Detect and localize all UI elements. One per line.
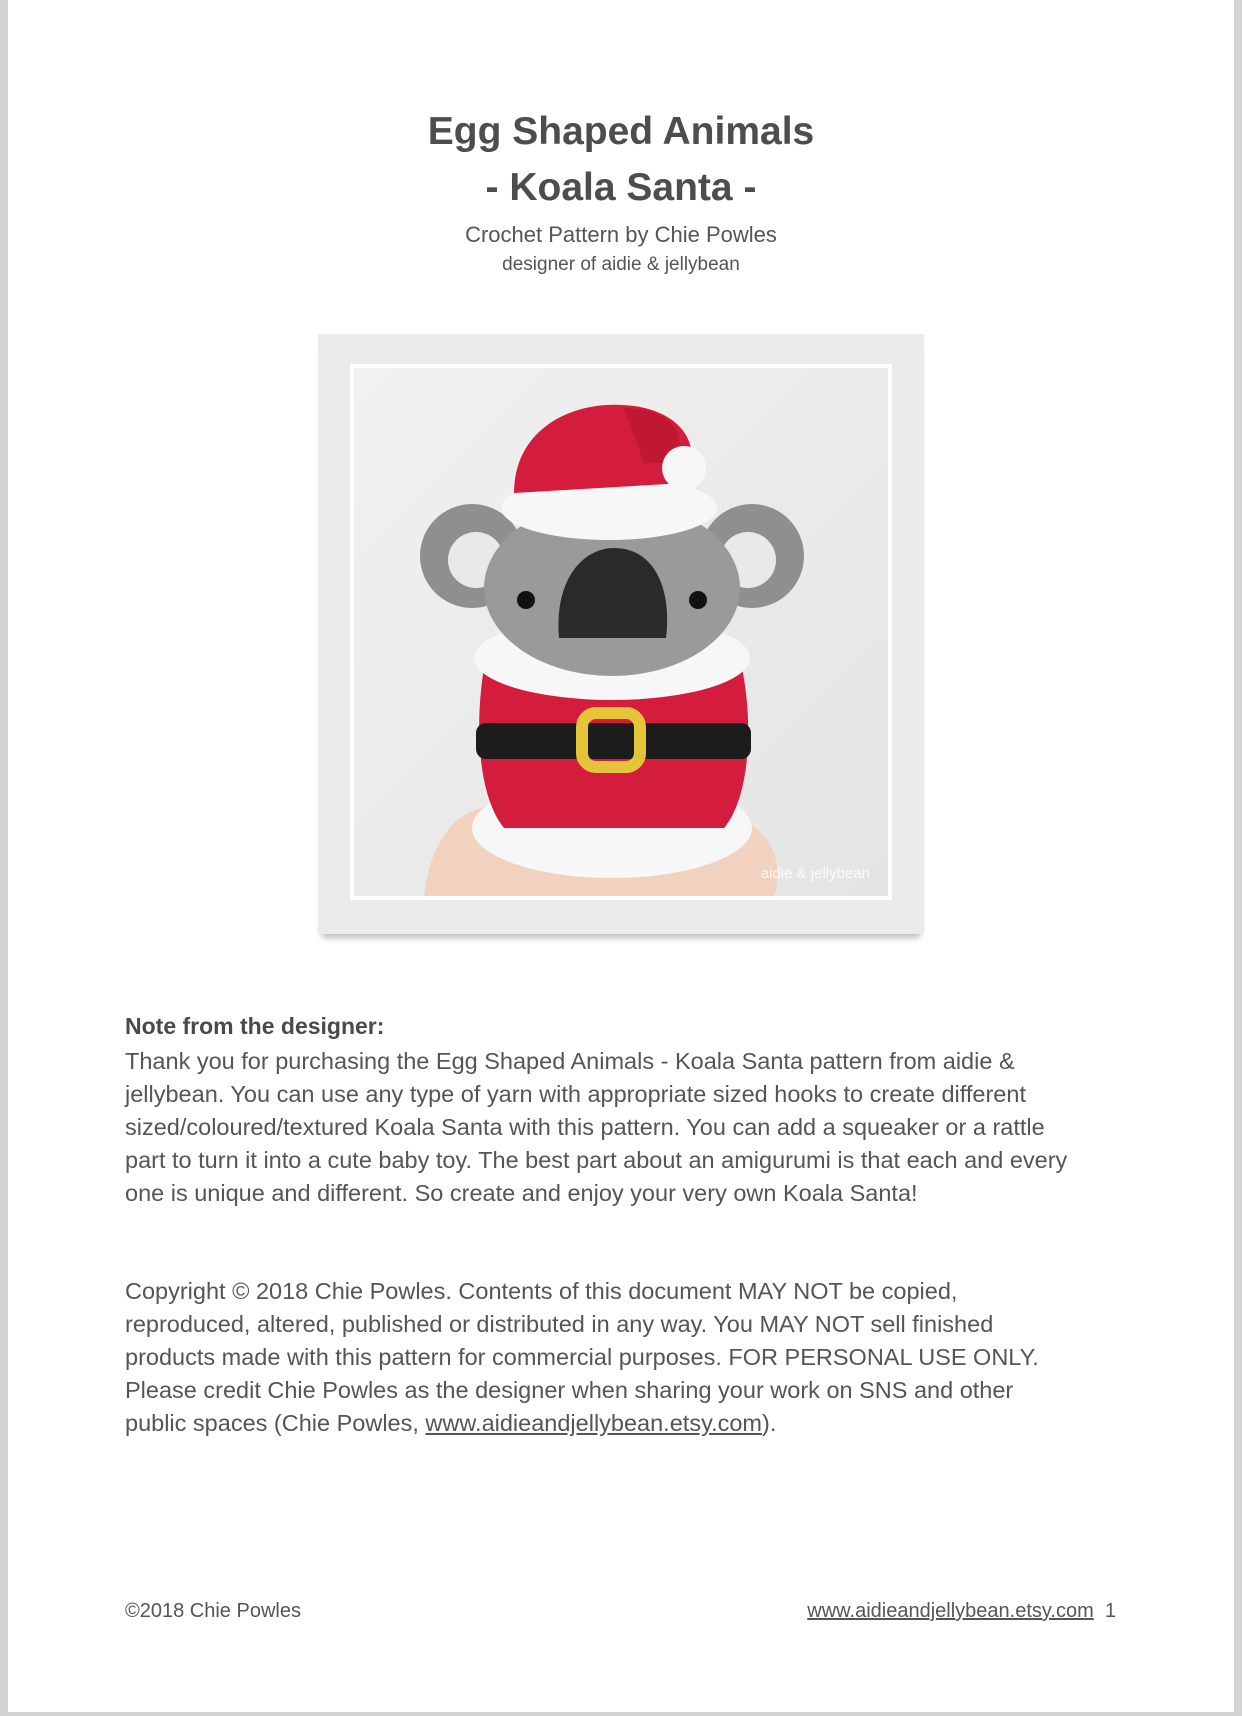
note-body: Thank you for purchasing the Egg Shaped Animals - Koala Santa pattern from aidie & jellybean. You can use any type of yarn with appropriate sized hooks to create different sized/coloured/textured Koala Santa with this pattern. You can add a squeaker or a rattle part to turn it into a cute baby toy. The best part about an amigurumi is that each and every one is unique and different. So create and enjoy your very own Koala Santa! <box>125 1048 1068 1206</box>
designer-line: designer of aidie & jellybean <box>502 254 740 275</box>
koala-santa-photo <box>350 364 892 900</box>
koala-santa-illustration <box>354 368 888 896</box>
photo-watermark: aidie & jellybean <box>760 865 870 882</box>
copyright-end: ). <box>762 1410 777 1436</box>
subtitle: Crochet Pattern by Chie Powles <box>465 222 777 247</box>
footer-right <box>807 1600 1116 1623</box>
page-number: 1 <box>1104 1600 1116 1622</box>
copyright-paragraph <box>125 1275 1075 1440</box>
note-heading: Note from the designer: <box>125 1013 385 1039</box>
etsy-link[interactable]: www.aidieandjellybean.etsy.com <box>425 1410 762 1436</box>
footer-link[interactable]: www.aidieandjellybean.etsy.com <box>807 1600 1094 1622</box>
copyright-text: Copyright © 2018 Chie Powles. Contents of this document MAY NOT be copied, reproduced, altered, published or distributed in any way. You MAY NOT sell finished products made with this pattern for commercial purposes. FOR PERSONAL USE ONLY. Please credit Chie Powles as the designer when sharing your work on SNS and other public spaces (Chie Powles, <box>125 1278 1039 1436</box>
title-line-2: - Koala Santa - <box>485 166 757 209</box>
photo-frame <box>318 334 924 934</box>
title-line-1: Egg Shaped Animals <box>427 110 815 153</box>
footer-copyright: ©2018 Chie Powles <box>125 1600 301 1622</box>
